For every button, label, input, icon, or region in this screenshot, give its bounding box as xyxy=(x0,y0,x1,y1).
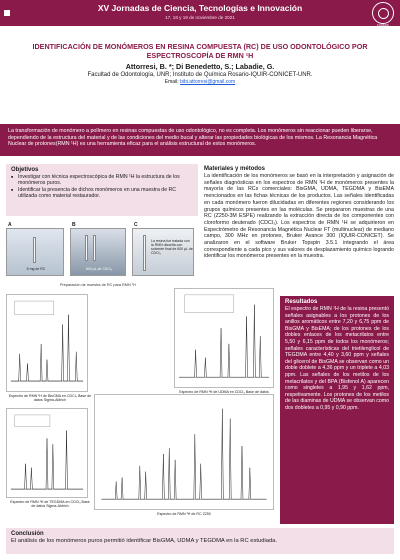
photo-c-image xyxy=(132,228,194,276)
nmr-tube-icon xyxy=(143,235,146,271)
spectra-figures xyxy=(6,286,276,524)
photo-b-image xyxy=(70,228,126,276)
title-block xyxy=(14,42,386,85)
logo-text: UNR xyxy=(4,28,28,39)
photo-c-caption: La resina fue tratada con la RMN disuelta con solvente final de 600 µL de CDCl₃ xyxy=(151,239,193,255)
conference-date: 17, 18 y 19 de noviembre de 2021 xyxy=(165,15,235,20)
conclusion-panel xyxy=(6,528,394,554)
vial-icon xyxy=(33,237,36,263)
bisgma-spectrum xyxy=(6,294,88,392)
affiliation: Facultad de Odontología, UNR; Instituto de Química Rosario-IQUIR-CONICET-UNR. xyxy=(87,72,313,78)
conclusion-text: El análisis de los monómeros puros permitió identificar BisGMA, UDMA y TEGDMA en la RC estudiada. xyxy=(11,538,278,544)
udma-caption: Espectro de RMN ¹H de UDMA en CDCl₃ Base de datos Sigma-Aldrich xyxy=(179,390,269,399)
photo-letter-b: B xyxy=(72,222,76,228)
tegdma-spectrum xyxy=(6,408,88,498)
conference-title: XV Jornadas de Ciencia, Tecnologías e Innovación xyxy=(97,3,303,13)
udma-spectrum xyxy=(174,288,274,388)
email-line xyxy=(14,79,386,85)
objective-item: ■ Identificar la presencia de dichos monómeros en una muestra de RC utilizada como material restaurador. xyxy=(11,187,193,200)
sample-photos xyxy=(6,222,198,282)
rc-spectrum xyxy=(94,394,274,510)
photo-b-caption: 600 µL de CDCl₃ xyxy=(85,267,113,271)
results-panel xyxy=(280,296,394,524)
email-link[interactable]: bibi.attorresi@gmail.com xyxy=(180,79,236,85)
nmr-tube-icon xyxy=(93,235,96,261)
institution-seal-icon xyxy=(372,2,394,24)
photo-letter-c: C xyxy=(134,222,138,228)
objectives-panel xyxy=(6,164,198,216)
nmr-tube-icon xyxy=(85,235,88,261)
methods-section xyxy=(204,166,394,260)
objective-item: ■ Investigar con técnica espectroscópica de RMN ¹H la estructura de los monómeros puros. xyxy=(11,174,193,187)
objectives-title: Objetivos xyxy=(11,167,39,173)
conference-header xyxy=(0,0,400,39)
poster-title: IDENTIFICACIÓN DE MONÓMEROS EN RESINA COMPUESTA (RC) DE USO ODONTOLÓGICO POR ESPECTROSCOPÍA DE RMN ¹H xyxy=(32,42,368,60)
bisgma-caption: Espectro de RMN ¹H de BisGMA en CDCl₃ Base de datos Sigma-Aldrich xyxy=(8,394,92,403)
photo-a-image xyxy=(6,228,64,276)
results-text: El espectro de RMN ¹H de la resina presentó señales asignables a los protones de los anillos aromáticos entre 7,20 y 6,75 ppm de BisGMA y BisEMA; de los protones de los dobles enlaces de los metacrilatos entre 5,50 y 6,15 ppm de todos los monómeros; señales características del trietilenglicol de TEGDMA entre 4,40 y 3,60 ppm y señales del glicerol de BisGMA se observan como un doble doblete a 4,36 ppm y un triplete a 4,03 ppm. Las señales de los metilos de los metacrilatos y del BPA (Bisfenol A) aparecen como singletes a 1,95 y 1,62 ppm, respetivamente. Los protones de los metilos de las diaminas de UDMA se observan como dos dobletes a 0,95 y 0,90 ppm. xyxy=(285,306,389,411)
results-title: Resultados xyxy=(285,299,318,305)
methods-title: Materiales y métodos xyxy=(204,166,266,172)
conclusion-title: Conclusión xyxy=(11,531,44,537)
photo-a-caption: 5 mg de RC xyxy=(26,267,46,271)
photo-letter-a: A xyxy=(8,222,12,228)
seal-label: FORMIS xyxy=(377,23,389,27)
photos-figure-caption: Preparación de muestra de RC para RMN ¹H xyxy=(60,283,136,287)
introduction: La transformación de monómero a polímero en resinas compuestas de uso odontológico, no es completa. Los monómeros sin reaccionar pueden liberarse, dependiendo de la estructura del material y de las condiciones del medio bucal y alterar las propiedades biológicas de los mismos. La Resonancia Magnética Nuclear de protones(RMN ¹H) es una herramienta eficaz para el análisis estructural de estos monómeros. xyxy=(0,124,400,156)
methods-text: La identificación de los monómeros se basó en la interpretación y asignación de señales diagnósticas en los espectros de RMN ¹H de monómeros presentes la mayoría de las RCs comerciales: BisGMA, UDMA, TEGDMA y BisEMA mencionados en las fichas técnicas de los productos. Las señales identificadas en cada monómero fueron dilucidadas en diferentes regiones considerando los grupos químicos presentes en las moléculas. Se prepararon muestras de una RC (Z250-3M ESPE) realizando la extracción directa de los componentes con cloroformo deuterado (CDCl₃). Los espectros de RMN ¹H se adquirieron en Espectrómetro de Resonancia Magnética Nuclear FT (multinuclear) de mediano campo, 300 MHz en protones, Bruker Avance 300 (IQUIR-CONICET). Se analizaron en el software Bruker Topspin 3.5.1 integrando el área correspondiente a cada pico y sus valores de desplazamiento químico logrando identificar los monómeros presentes en la muestra. xyxy=(204,173,394,260)
objectives-list xyxy=(11,174,193,199)
authors: Attorresi, B. *; Di Benedetto, S.; Labadie, G. xyxy=(125,62,275,71)
rc-caption: Espectro de RMN ¹H de RC Z250 xyxy=(157,512,211,516)
tegdma-caption: Espectro de RMN ¹H de TEGDMA en CDCl₃ Base de datos Sigma-Aldrich xyxy=(10,500,90,509)
email-label: Email: xyxy=(164,79,179,85)
